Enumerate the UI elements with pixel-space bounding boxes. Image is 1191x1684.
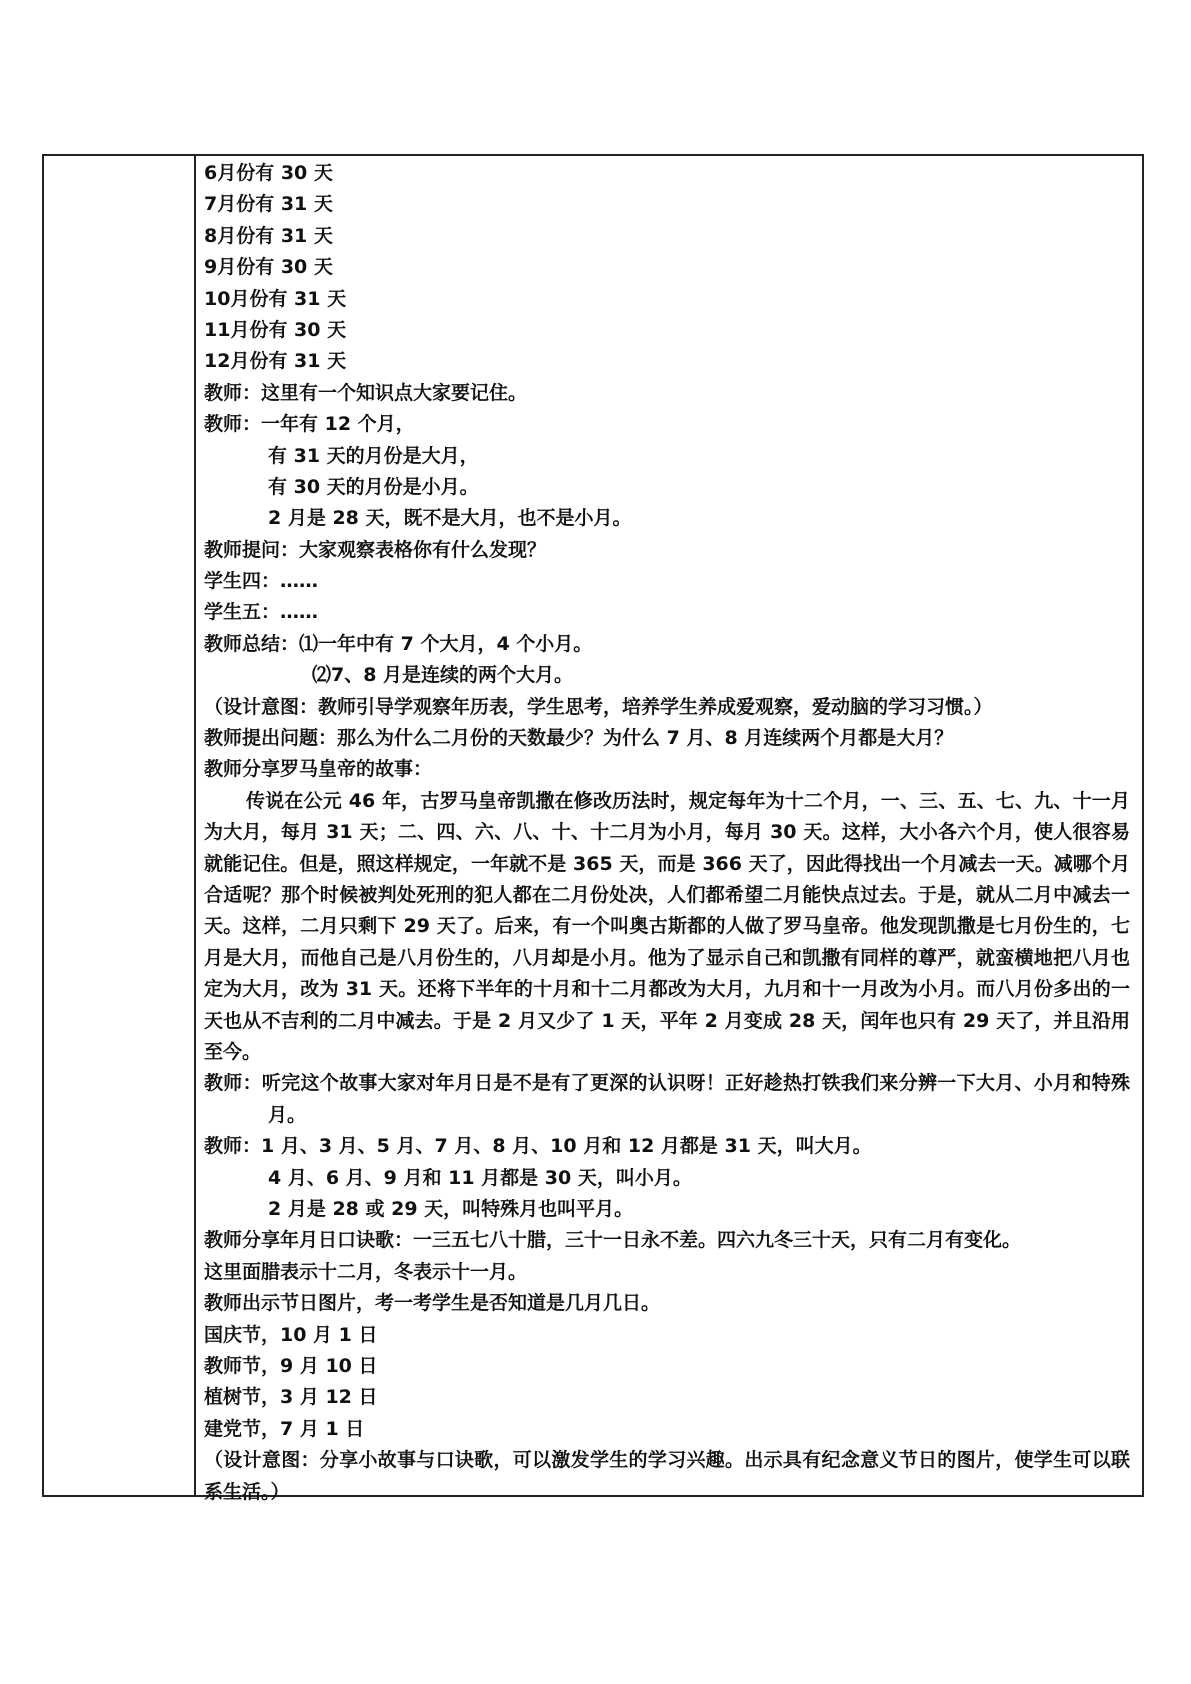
holiday-item: 国庆节，10 月 1 日 (204, 1323, 378, 1346)
text-line: 教师：一年有 12 个月， (204, 413, 415, 436)
text-line: 教师分享罗马皇帝的故事： (204, 758, 433, 781)
text-line: 教师提出问题：那么为什么二月份的天数最少？为什么 7 月、8 月连续两个月都是大月？ (204, 727, 954, 750)
text-line: 教师分享年月日口诀歌：一三五七八十腊，三十一日永不差。四六九冬三十天，只有二月有变化。 (204, 1229, 1022, 1252)
text-line: 12月份有 31 天 (204, 350, 347, 373)
text-line: 7月份有 31 天 (204, 193, 333, 216)
content-cell (204, 158, 1130, 1508)
holiday-item: 建党节，7 月 1 日 (204, 1417, 365, 1440)
lesson-table (42, 154, 1144, 1503)
text-line: 6月份有 30 天 (204, 162, 333, 184)
text-line: 8月份有 31 天 (204, 224, 333, 247)
holiday-item: 教师节，9 月 10 日 (204, 1355, 378, 1378)
text-paragraph: 教师：听完这个故事大家对年月日是不是有了更深的认识呀！正好趁热打铁我们来分辨一下大月、小月和特殊月。 (204, 1072, 1130, 1126)
text-line: 教师：1 月、3 月、5 月、7 月、8 月、10 月和 12 月都是 31 天，叫大月。 (204, 1135, 872, 1158)
text-line: 这里面腊表示十二月，冬表示十一月。 (204, 1260, 528, 1283)
text-line: 有 30 天的月份是小月。 (268, 475, 479, 498)
text-line: 学生四：…… (204, 570, 319, 593)
story-paragraph: 传说在公元 46 年，古罗马皇帝凯撒在修改历法时，规定每年为十二个月，一、三、五、七、九、十一月为大月，每月 31 天；二、四、六、八、十、十二月为小月，每月 30 天。这样，大小各六个月，使人很容易就能记住。但是，照这样规定，一年就不是 365 天，而是 366 天了，因此得找出一个月减去一天。减哪个月合适呢？那个时候被判处死刑的犯人都在二月份处决，人们都希望二月能快点过去。于是，就从二月中减去一天。这样，二月只剩下 29 天了。后来，有一个叫奥古斯都的人做了罗马皇帝。他发现凯撒是七月份生的，七月是大月，而他自己是八月份生的，八月却是小月。他为了显示自己和凯撒有同样的尊严，就蛮横地把八月也定为大月，改为 31 天。还将下半年的十月和十二月都改为大月，九月和十一月改为小月。而八月份多出的一天也从不吉利的二月中减去。于是 2 月又少了 1 天，平年 2 月变成 28 天，闰年也只有 29 天了，并且沿用至今。 (204, 789, 1130, 1064)
text-line: 11月份有 30 天 (204, 318, 347, 341)
text-line: 2 月是 28 天，既不是大月，也不是小月。 (268, 507, 632, 530)
text-line: 教师总结：⑴一年中有 7 个大月，4 个小月。 (204, 632, 593, 655)
design-intent-note: （设计意图：教师引导学观察年历表，学生思考，培养学生养成爱观察，爱动脑的学习习惯。） (204, 695, 993, 718)
text-line: 学生五：…… (204, 601, 319, 624)
text-line: 教师：这里有一个知识点大家要记住。 (204, 381, 528, 404)
text-line: 有 31 天的月份是大月， (268, 444, 479, 467)
holiday-item: 植树节，3 月 12 日 (204, 1386, 378, 1409)
text-line: 教师出示节日图片，考一考学生是否知道是几月几日。 (204, 1292, 661, 1315)
text-line: 2 月是 28 或 29 天，叫特殊月也叫平月。 (268, 1198, 634, 1221)
text-line: ⑵7、8 月是连续的两个大月。 (312, 664, 574, 687)
text-line: 10月份有 31 天 (204, 287, 347, 310)
design-intent-note: （设计意图：分享小故事与口诀歌，可以激发学生的学习兴趣。出示具有纪念意义节日的图片，使学生可以联系生活。） (204, 1449, 1130, 1503)
text-line: 教师提问：大家观察表格你有什么发现？ (204, 538, 547, 561)
text-line: 4 月、6 月、9 月和 11 月都是 30 天，叫小月。 (268, 1166, 692, 1189)
left-column-cell (44, 156, 196, 1495)
text-line: 9月份有 30 天 (204, 256, 333, 279)
